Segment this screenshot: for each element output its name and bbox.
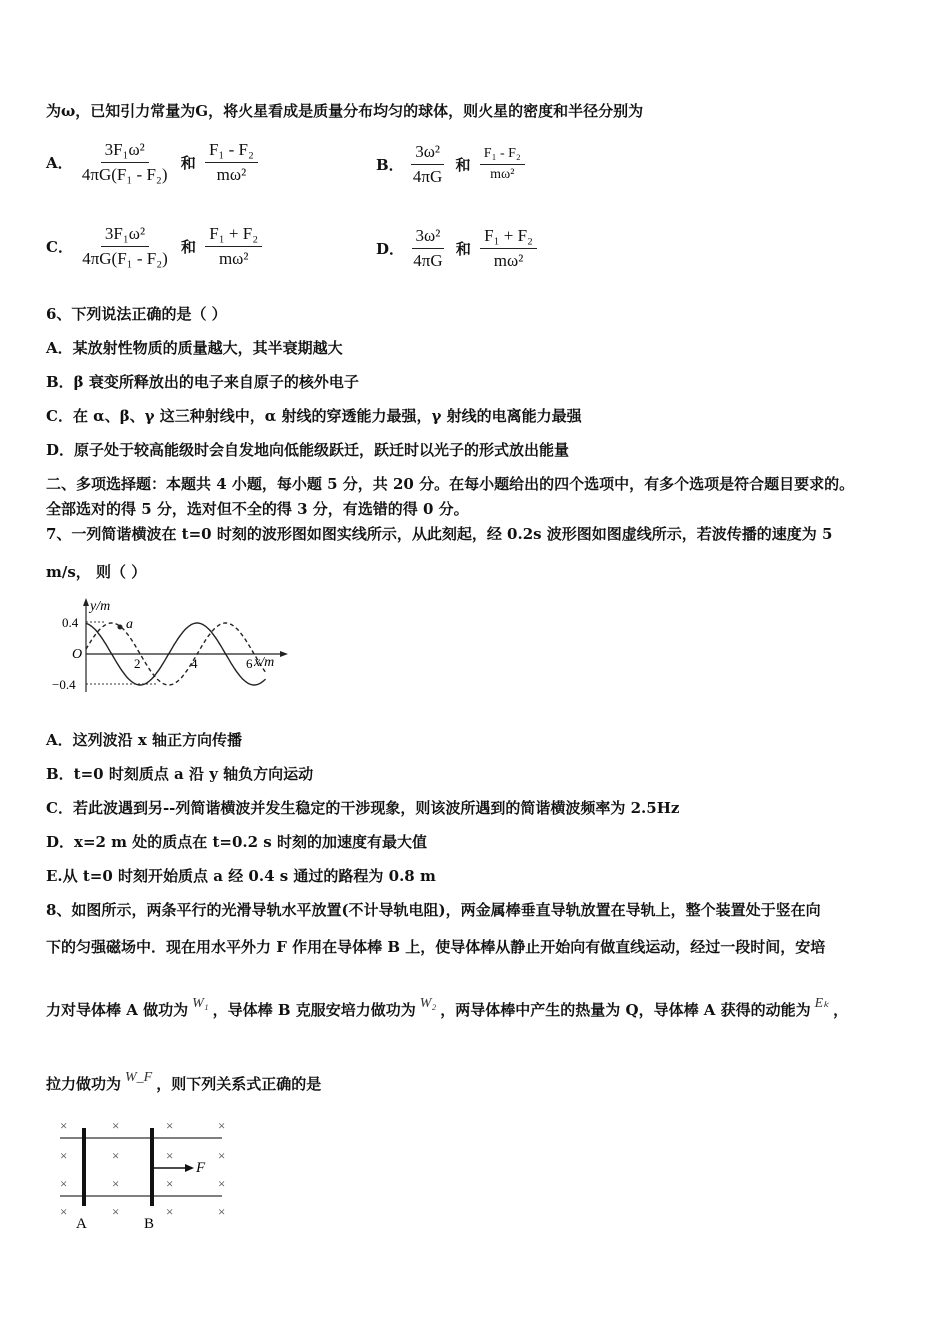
wave-y-axis-label: y/m xyxy=(90,599,111,614)
q6-option-c[interactable]: C．在 α、β、γ 这三种射线中，α 射线的穿透能力最强，γ 射线的电离能力最强 xyxy=(46,407,582,425)
q5-option-b-density: $\frac{\text{3ω²}}{4\pi G}$ xyxy=(412,142,443,186)
wave-x-axis-label: x/m xyxy=(254,655,275,670)
q6-option-b[interactable]: B．β 衰变所释放出的电子来自原子的核外电子 xyxy=(46,373,359,391)
field-cross-0-3: × xyxy=(218,1118,226,1133)
q5-option-b[interactable]: B． $\frac{\text{3ω²}}{4\pi G}$ 和 $\frac{\text{F₁ - F₂}}{\text{mω²}}$ xyxy=(376,142,525,187)
field-cross-2-2: × xyxy=(166,1176,174,1191)
q5-option-c-radius: $\frac{\text{F₁ + F₂}}{\text{mω²}}$ xyxy=(205,224,262,269)
symbol-w2: W₂ xyxy=(419,996,437,1011)
wave-y-pos-label: 0.4 xyxy=(62,615,79,630)
field-cross-1-0: × xyxy=(60,1148,68,1163)
force-arrow-head-icon xyxy=(185,1164,194,1172)
wave-x-tick-2: 2 xyxy=(134,656,141,671)
field-cross-3-0: × xyxy=(60,1204,68,1219)
force-label: F xyxy=(196,1160,206,1176)
symbol-wf: W_F xyxy=(125,1070,153,1085)
q7-option-d[interactable]: D．x=2 m 处的质点在 t=0.2 s 时刻的加速度有最大值 xyxy=(46,833,427,851)
rod-b-label: B xyxy=(144,1216,155,1232)
q5-option-d-label: D． xyxy=(376,240,405,258)
q8-stem-3: 力对导体棒 A 做功为 W₁ ，导体棒 B 克服安培力做功为 W₂ ，两导体棒中产生的热量为 Q，导体棒 A 获得的动能为 Eₖ ， xyxy=(46,996,849,1019)
wave-point-a xyxy=(118,625,123,630)
q6-option-a[interactable]: A．某放射性物质的质量越大，其半衰期越大 xyxy=(46,339,343,357)
field-cross-0-2: × xyxy=(166,1118,174,1133)
section-2-header-cont: 全部选对的得 5 分，选对但不全的得 3 分，有选错的得 0 分。 xyxy=(46,500,469,518)
q8-stem-2: 下的匀强磁场中．现在用水平外力 F 作用在导体棒 B 上，使导体棒从静止开始向有做直线运动，经过一段时间，安培 xyxy=(46,938,826,956)
q5-option-c[interactable]: C． $\frac{\text{3F₁ω²}}{\text{4πG(F₁ - F₂)}}$ 和 $\frac{\text{F₁ + F₂}}{\text{mω²}}$ xyxy=(46,224,262,269)
q8-stem-4: 拉力做功为 W_F ，则下列关系式正确的是 xyxy=(46,1070,322,1093)
rail-figure xyxy=(54,1116,239,1234)
wave-point-a-label: a xyxy=(126,617,133,632)
wave-figure xyxy=(48,594,293,698)
q8-stem-1: 8、如图所示，两条平行的光滑导轨水平放置(不计导轨电阻)，两金属棒垂直导轨放置在导轨上，整个装置处于竖在向 xyxy=(46,901,821,919)
y-axis-arrow-icon xyxy=(83,598,89,606)
rod-a-label: A xyxy=(76,1216,87,1232)
field-cross-3-1: × xyxy=(112,1204,120,1219)
wave-y-neg-label: −0.4 xyxy=(52,677,76,692)
wave-x-tick-6: 6 xyxy=(246,656,253,671)
q5-stem-tail: 为ω，已知引力常量为G，将火星看成是质量分布均匀的球体，则火星的密度和半径分别为 xyxy=(46,102,644,120)
q7-stem: 7、一列简谐横波在 t=0 时刻的波形图如图实线所示，从此刻起，经 0.2s 波形图如图虚线所示，若波传播的速度为 5 xyxy=(46,525,833,543)
q5-option-c-density: $\frac{\text{3F₁ω²}}{\text{4πG(F₁ - F₂)}}$ xyxy=(82,224,168,268)
q5-option-d-density: $\frac{\text{3ω²}}{4\pi G}$ xyxy=(413,226,443,270)
q7-stem-cont: m/s， 则（ ） xyxy=(46,563,147,581)
q5-option-d-radius: $\frac{\text{F₁ + F₂}}{\text{mω²}}$ xyxy=(480,226,537,271)
q5-option-d[interactable]: D． $\frac{\text{3ω²}}{4\pi G}$ 和 $\frac{\text{F₁ + F₂}}{\text{mω²}}$ xyxy=(376,226,537,271)
field-cross-3-2: × xyxy=(166,1204,174,1219)
field-cross-0-0: × xyxy=(60,1118,68,1133)
field-cross-2-0: × xyxy=(60,1176,68,1191)
q7-option-e[interactable]: E.从 t=0 时刻开始质点 a 经 0.4 s 通过的路程为 0.8 m xyxy=(46,867,436,885)
wave-x-tick-4: 4 xyxy=(191,656,198,671)
field-cross-1-1: × xyxy=(112,1148,120,1163)
q6-option-d[interactable]: D．原子处于较高能级时会自发地向低能级跃迁，跃迁时以光子的形式放出能量 xyxy=(46,441,570,459)
field-cross-3-3: × xyxy=(218,1204,226,1219)
section-2-header: 二、多项选择题：本题共 4 小题，每小题 5 分，共 20 分。在每小题给出的四个选项中，有多个选项是符合题目要求的。 xyxy=(46,475,855,493)
x-axis-arrow-icon xyxy=(280,651,288,657)
q5-option-b-radius: $\frac{\text{F₁ - F₂}}{\text{mω²}}$ xyxy=(480,146,525,183)
q5-option-c-label: C． xyxy=(46,238,73,256)
q7-option-c[interactable]: C．若此波遇到另--列简谐横波并发生稳定的干涉现象，则该波所遇到的简谐横波频率为 2.5Hz xyxy=(46,799,680,817)
symbol-ek: Eₖ xyxy=(814,996,830,1011)
field-cross-0-1: × xyxy=(112,1118,120,1133)
q5-option-a[interactable]: A． $\frac{\text{3F₁ω²}}{\text{4πG(F₁ - F₂)}}$ 和 $\frac{\text{F₁ - F₂}}{\text{mω²}}$ xyxy=(46,140,258,185)
field-cross-1-2: × xyxy=(166,1148,174,1163)
q7-option-a[interactable]: A．这列波沿 x 轴正方向传播 xyxy=(46,731,243,749)
q6-stem: 6、下列说法正确的是（ ） xyxy=(46,305,227,323)
q7-option-b[interactable]: B．t=0 时刻质点 a 沿 y 轴负方向运动 xyxy=(46,765,314,783)
q5-option-a-radius: $\frac{\text{F₁ - F₂}}{\text{mω²}}$ xyxy=(205,140,258,185)
symbol-w1: W₁ xyxy=(192,996,209,1011)
field-cross-1-3: × xyxy=(218,1148,226,1163)
q5-option-a-density: $\frac{\text{3F₁ω²}}{\text{4πG(F₁ - F₂)}}$ xyxy=(81,140,168,184)
wave-origin-label: O xyxy=(72,647,83,662)
q5-option-b-label: B． xyxy=(376,156,404,174)
q5-option-a-label: A． xyxy=(46,154,73,172)
field-cross-2-3: × xyxy=(218,1176,226,1191)
field-cross-2-1: × xyxy=(112,1176,120,1191)
